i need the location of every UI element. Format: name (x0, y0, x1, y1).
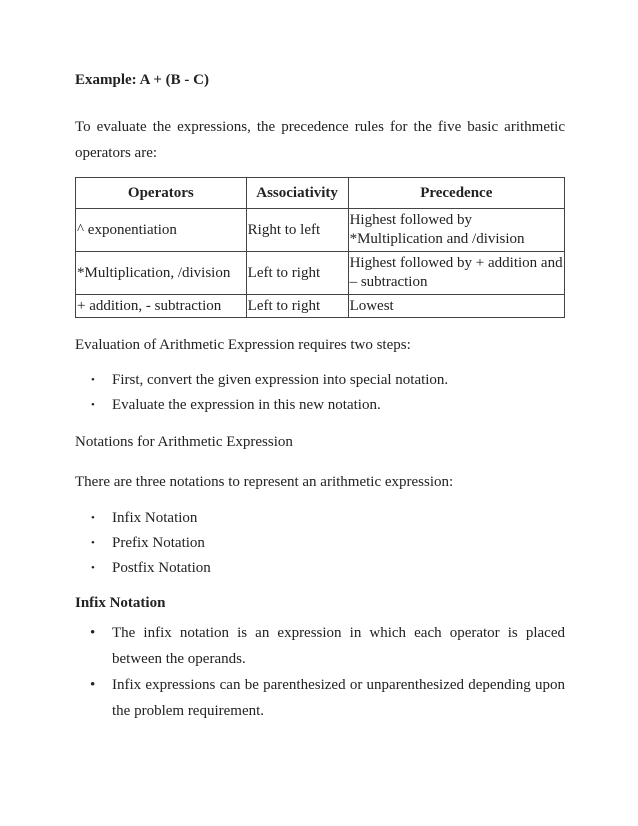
cell-precedence: Highest followed by *Multiplication and /division (348, 209, 564, 252)
operator-precedence-table (75, 177, 565, 318)
example-title: Example: A + (B - C) (75, 72, 209, 88)
evaluation-steps-list (75, 368, 565, 418)
notations-title: Notations for Arithmetic Expression (75, 434, 293, 450)
cell-operator: ^ exponentiation (76, 209, 247, 252)
infix-points-list (75, 620, 565, 724)
list-item-text: Postfix Notation (112, 560, 211, 576)
bullet-icon: • (91, 399, 95, 411)
intro-paragraph: To evaluate the expressions, the precedence rules for the five basic arithmetic operators are: (75, 119, 565, 161)
cell-precedence: Lowest (348, 295, 564, 318)
table-header-row (76, 178, 565, 209)
bullet-icon: • (90, 625, 96, 641)
cell-operator: + addition, - subtraction (76, 295, 247, 318)
table-row (76, 295, 565, 318)
list-item-text: First, convert the given expression into special notation. (112, 372, 449, 388)
evaluation-paragraph: Evaluation of Arithmetic Expression requires two steps: (75, 337, 411, 353)
list-item-text: Evaluate the expression in this new notation. (112, 397, 381, 413)
header-operators: Operators (76, 178, 247, 209)
bullet-icon: • (91, 512, 95, 524)
list-item (75, 531, 565, 556)
list-item (75, 672, 565, 724)
cell-precedence: Highest followed by + addition and – subtraction (348, 252, 564, 295)
list-item-text: The infix notation is an expression in which each operator is placed between the operands. (112, 625, 565, 667)
cell-associativity: Left to right (246, 252, 348, 295)
list-item (75, 556, 565, 581)
header-precedence: Precedence (348, 178, 564, 209)
list-item (75, 368, 565, 393)
notations-list (75, 506, 565, 581)
bullet-icon: • (91, 374, 95, 386)
list-item-text: Prefix Notation (112, 535, 205, 551)
table-row (76, 252, 565, 295)
list-item (75, 620, 565, 672)
notations-intro: There are three notations to represent an arithmetic expression: (75, 474, 454, 490)
bullet-icon: • (91, 562, 95, 574)
bullet-icon: • (90, 677, 96, 693)
cell-associativity: Left to right (246, 295, 348, 318)
table-row (76, 209, 565, 252)
cell-operator: *Multiplication, /division (76, 252, 247, 295)
cell-associativity: Right to left (246, 209, 348, 252)
header-associativity: Associativity (246, 178, 348, 209)
list-item-text: Infix Notation (112, 510, 198, 526)
infix-heading: Infix Notation (75, 595, 166, 611)
list-item (75, 393, 565, 418)
list-item (75, 506, 565, 531)
document-page (75, 70, 565, 724)
list-item-text: Infix expressions can be parenthesized or unparenthesized depending upon the problem requirement. (112, 677, 565, 719)
bullet-icon: • (91, 537, 95, 549)
